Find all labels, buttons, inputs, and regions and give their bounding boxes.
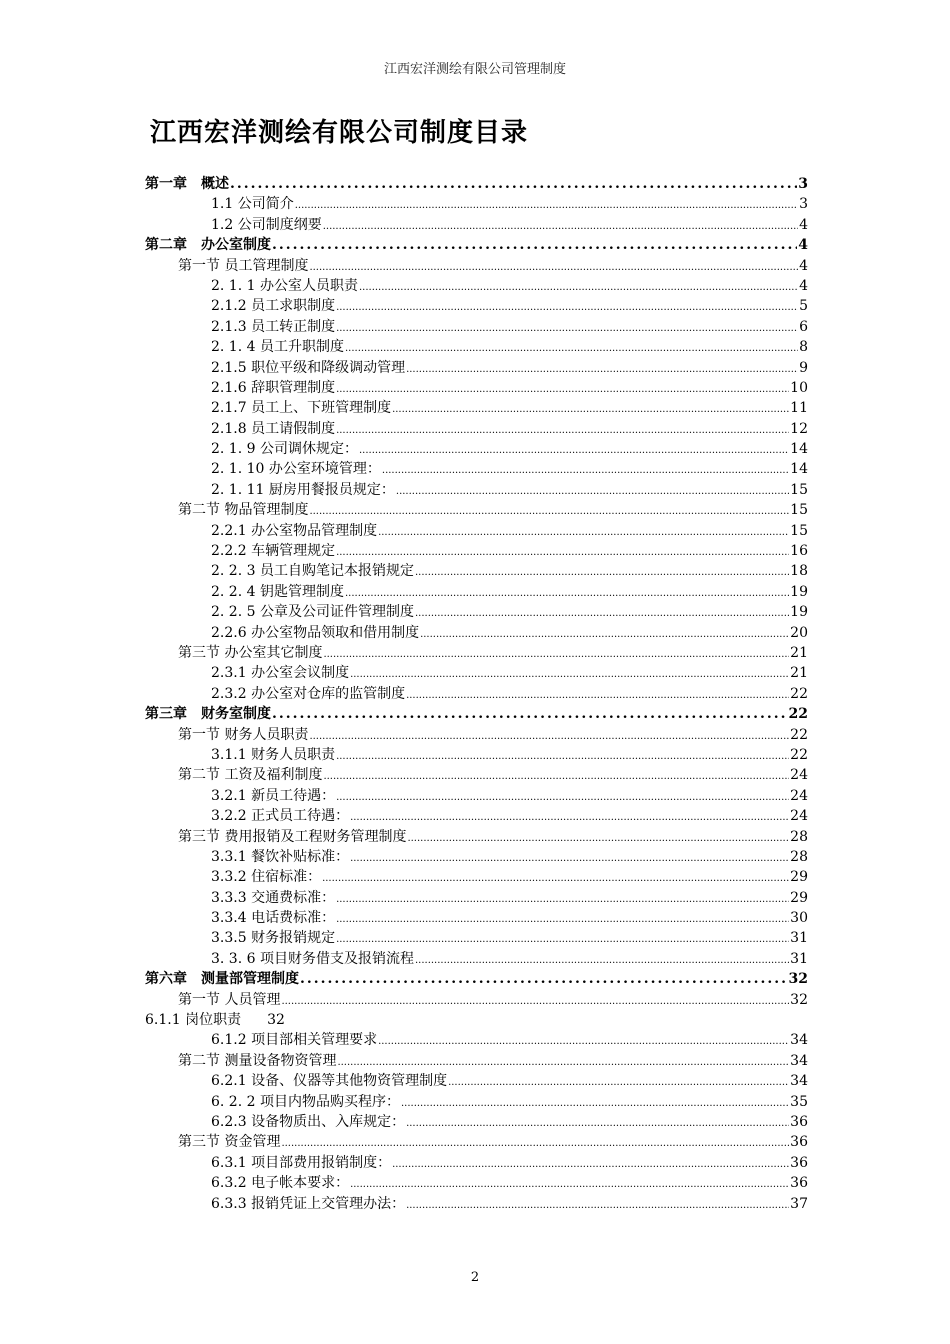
toc-entry-label: 6.1.1 岗位职责 <box>145 1012 242 1029</box>
toc-entry-page: 22 <box>788 706 808 723</box>
toc-leader-dots <box>350 663 789 685</box>
toc-entry[interactable] <box>145 1051 808 1071</box>
toc-entry-label: 6.3.1 项目部费用报销制度： <box>211 1154 392 1171</box>
toc-leader-dots <box>300 969 788 989</box>
toc-leader-dots <box>323 643 789 665</box>
toc-leader-dots <box>378 521 789 543</box>
toc-leader-dots <box>309 256 798 278</box>
toc-leader-dots <box>336 928 789 950</box>
toc-entry[interactable] <box>145 194 808 214</box>
toc-leader-dots <box>336 419 789 441</box>
toc-entry-page: 22 <box>790 685 808 702</box>
toc-leader-dots <box>281 990 789 1012</box>
toc-entry[interactable] <box>145 215 808 235</box>
toc-entry-page: 6 <box>799 318 808 335</box>
toc-entry-label: 第六章 测量部管理制度 <box>145 971 299 988</box>
toc-entry[interactable] <box>145 745 808 765</box>
toc-entry-label: 2. 1. 9 公司调休规定： <box>211 441 358 458</box>
toc-leader-dots <box>382 459 789 481</box>
page-header: 江西宏洋测绘有限公司管理制度 <box>383 62 566 77</box>
toc-entry[interactable] <box>145 1112 808 1132</box>
toc-leader-dots <box>336 786 789 808</box>
toc-entry[interactable] <box>145 459 808 479</box>
toc-leader-dots <box>323 215 798 237</box>
toc-leader-dots <box>420 623 789 645</box>
toc-entry[interactable] <box>145 358 808 378</box>
toc-entry-page: 36 <box>790 1154 808 1171</box>
toc-leader-dots <box>345 582 789 604</box>
toc-entry[interactable] <box>145 949 808 969</box>
toc-entry-label: 3.3.3 交通费标准： <box>211 889 336 906</box>
toc-entry[interactable] <box>145 663 808 683</box>
toc-entry-label: 第三节 资金管理 <box>178 1134 281 1151</box>
toc-entry[interactable] <box>145 847 808 867</box>
toc-entry-label: 第三节 办公室其它制度 <box>178 644 323 661</box>
toc-entry[interactable] <box>145 643 808 663</box>
toc-entry-page: 12 <box>790 420 808 437</box>
toc-entry-label: 第一节 人员管理 <box>178 991 281 1008</box>
toc-entry-page: 29 <box>790 869 808 886</box>
toc-leader-dots <box>406 1112 789 1134</box>
toc-entry-page: 30 <box>790 910 808 927</box>
toc-leader-dots <box>336 296 798 318</box>
toc-entry-page: 32 <box>790 991 808 1008</box>
toc-leader-dots <box>415 949 789 971</box>
toc-entry-label: 2. 2. 5 公章及公司证件管理制度 <box>211 604 414 621</box>
toc-entry-label: 3.1.1 财务人员职责 <box>211 746 336 763</box>
toc-entry-page: 3 <box>799 196 808 213</box>
toc-entry-label: 第二节 物品管理制度 <box>178 502 309 519</box>
toc-entry-label: 1.2 公司制度纲要 <box>211 216 322 233</box>
toc-leader-dots <box>309 725 789 747</box>
toc-entry-page: 29 <box>790 889 808 906</box>
toc-leader-dots <box>281 1132 789 1154</box>
toc-entry[interactable] <box>145 256 808 276</box>
toc-entry[interactable] <box>145 867 808 887</box>
toc-leader-dots <box>323 765 789 787</box>
toc-entry-page: 31 <box>790 930 808 947</box>
toc-entry-page: 24 <box>790 767 808 784</box>
toc-entry-label: 3.2.1 新员工待遇： <box>211 787 336 804</box>
toc-entry-page: 19 <box>790 604 808 621</box>
toc-leader-dots <box>406 1194 789 1216</box>
toc-entry[interactable] <box>145 704 808 724</box>
toc-entry-label: 3.3.5 财务报销规定 <box>211 930 336 947</box>
toc-entry-page: 22 <box>790 726 808 743</box>
toc-leader-dots <box>415 561 789 583</box>
toc-entry-page: 14 <box>790 441 808 458</box>
toc-entry-page: 15 <box>790 502 808 519</box>
toc-leader-dots <box>336 378 789 400</box>
toc-entry[interactable] <box>145 969 808 989</box>
toc-entry-page: 15 <box>790 522 808 539</box>
toc-leader-dots <box>350 847 789 869</box>
toc-entry-page: 34 <box>790 1032 808 1049</box>
toc-entry[interactable] <box>145 1092 808 1112</box>
toc-entry-label: 2.3.2 办公室对仓库的监管制度 <box>211 685 406 702</box>
toc-entry[interactable] <box>145 1194 808 1214</box>
toc-entry-page: 36 <box>790 1113 808 1130</box>
toc-entry[interactable] <box>145 806 808 826</box>
toc-entry-label: 2. 1. 4 员工升职制度 <box>211 339 344 356</box>
toc-entry-page: 5 <box>799 298 808 315</box>
toc-entry-label: 3. 3. 6 项目财务借支及报销流程 <box>211 950 414 967</box>
toc-leader-dots <box>309 500 789 522</box>
toc-leader-dots <box>396 480 789 502</box>
toc-entry[interactable] <box>145 337 808 357</box>
toc-entry[interactable] <box>145 500 808 520</box>
toc-entry-page: 34 <box>790 1073 808 1090</box>
toc-entry-page: 28 <box>790 848 808 865</box>
toc-entry[interactable] <box>145 174 808 194</box>
toc-entry[interactable] <box>145 398 808 418</box>
toc-leader-dots <box>322 867 789 889</box>
toc-entry[interactable] <box>145 623 808 643</box>
toc-leader-dots <box>350 806 789 828</box>
toc-entry-label: 第三章 财务室制度 <box>145 706 271 723</box>
toc-entry-label: 2.1.6 辞职管理制度 <box>211 379 336 396</box>
toc-entry[interactable] <box>145 1153 808 1173</box>
toc-leader-dots <box>336 888 789 910</box>
toc-entry-label: 6.2.3 设备物质出、入库规定： <box>211 1113 406 1130</box>
toc-leader-dots <box>345 337 798 359</box>
toc-entry[interactable] <box>145 582 808 602</box>
toc-entry[interactable] <box>145 1173 808 1193</box>
toc-leader-dots <box>392 1153 789 1175</box>
toc-entry-page: 24 <box>790 808 808 825</box>
toc-entry-page: 36 <box>790 1134 808 1151</box>
toc-entry[interactable] <box>145 1132 808 1152</box>
toc-entry-page: 9 <box>799 359 808 376</box>
toc-leader-dots <box>336 745 789 767</box>
toc-entry[interactable] <box>145 602 808 622</box>
table-of-contents <box>145 174 808 1214</box>
toc-leader-dots <box>272 235 797 255</box>
toc-leader-dots <box>415 602 789 624</box>
toc-entry-label: 2.2.1 办公室物品管理制度 <box>211 522 378 539</box>
toc-entry-label: 6.2.1 设备、仪器等其他物资管理制度 <box>211 1073 448 1090</box>
toc-entry-page: 24 <box>790 787 808 804</box>
toc-entry-label: 2.2.6 办公室物品领取和借用制度 <box>211 624 420 641</box>
toc-entry-label: 2. 1. 10 办公室环境管理： <box>211 461 381 478</box>
toc-entry[interactable] <box>145 990 808 1010</box>
toc-entry-label: 第二节 工资及福利制度 <box>178 767 323 784</box>
toc-entry-page: 32 <box>788 971 808 988</box>
toc-entry-page: 11 <box>790 400 808 417</box>
toc-entry[interactable] <box>145 928 808 948</box>
toc-entry[interactable] <box>145 725 808 745</box>
toc-leader-dots <box>378 1030 789 1052</box>
toc-leader-dots <box>336 541 789 563</box>
toc-entry-page: 31 <box>790 950 808 967</box>
toc-entry-label: 3.3.4 电话费标准： <box>211 910 336 927</box>
toc-entry-page: 20 <box>790 624 808 641</box>
toc-entry[interactable] <box>145 541 808 561</box>
toc-entry-label: 6.1.2 项目部相关管理要求 <box>211 1032 378 1049</box>
toc-leader-dots <box>295 194 798 216</box>
toc-entry-label: 第一节 员工管理制度 <box>178 257 309 274</box>
toc-entry-page: 32 <box>267 1012 285 1029</box>
toc-entry-page: 18 <box>790 563 808 580</box>
toc-entry[interactable] <box>145 786 808 806</box>
toc-entry[interactable] <box>145 1071 808 1091</box>
toc-entry-label: 第一章 概述 <box>145 176 229 192</box>
toc-entry-label: 2.1.8 员工请假制度 <box>211 420 336 437</box>
toc-entry-page: 35 <box>790 1093 808 1110</box>
toc-leader-dots <box>359 276 798 298</box>
toc-entry-page: 8 <box>799 339 808 356</box>
toc-entry-label: 1.1 公司简介 <box>211 196 294 213</box>
toc-entry-label: 2. 2. 3 员工自购笔记本报销规定 <box>211 563 414 580</box>
toc-entry-label: 2.1.7 员工上、下班管理制度 <box>211 400 392 417</box>
toc-leader-dots <box>350 1173 789 1195</box>
toc-entry[interactable] <box>145 378 808 398</box>
toc-entry[interactable] <box>145 561 808 581</box>
toc-entry-label: 6. 2. 2 项目内物品购买程序： <box>211 1093 400 1110</box>
toc-entry[interactable] <box>145 765 808 785</box>
toc-entry-page: 19 <box>790 583 808 600</box>
toc-entry-label: 2.3.1 办公室会议制度 <box>211 665 350 682</box>
toc-entry-label: 3.2.2 正式员工待遇： <box>211 808 350 825</box>
toc-entry-page: 4 <box>799 257 808 274</box>
toc-leader-dots <box>406 684 789 706</box>
toc-entry-page: 37 <box>790 1195 808 1212</box>
toc-leader-dots <box>407 827 789 849</box>
toc-entry-label: 2. 1. 11 厨房用餐报员规定： <box>211 481 395 498</box>
toc-entry-page: 21 <box>790 665 808 682</box>
toc-entry-label: 2.1.3 员工转正制度 <box>211 318 336 335</box>
toc-leader-dots <box>272 704 788 724</box>
toc-entry-label: 3.3.1 餐饮补贴标准： <box>211 848 350 865</box>
toc-entry[interactable] <box>145 908 808 928</box>
toc-entry-page: 4 <box>799 216 808 233</box>
toc-entry-label: 2.2.2 车辆管理规定 <box>211 543 336 560</box>
toc-entry[interactable] <box>145 296 808 316</box>
toc-entry-page: 4 <box>798 237 808 254</box>
toc-entry-page: 22 <box>790 746 808 763</box>
toc-entry[interactable] <box>145 1010 808 1030</box>
toc-entry-page: 28 <box>790 828 808 845</box>
toc-entry[interactable] <box>145 1030 808 1050</box>
toc-leader-dots <box>337 1051 789 1073</box>
toc-entry-label: 2. 2. 4 钥匙管理制度 <box>211 583 344 600</box>
toc-entry-page: 16 <box>790 543 808 560</box>
page-number: 2 <box>470 1270 480 1285</box>
toc-leader-dots <box>336 908 789 930</box>
toc-entry-label: 第一节 财务人员职责 <box>178 726 309 743</box>
toc-entry-label: 2.1.5 职位平级和降级调动管理 <box>211 359 406 376</box>
toc-entry-label: 第二节 测量设备物资管理 <box>178 1052 337 1069</box>
toc-entry[interactable] <box>145 480 808 500</box>
toc-entry-label: 第二章 办公室制度 <box>145 237 271 254</box>
toc-leader-dots <box>392 398 789 420</box>
toc-entry-label: 2.1.2 员工求职制度 <box>211 298 336 315</box>
toc-entry-label: 3.3.2 住宿标准： <box>211 869 322 886</box>
toc-entry-page: 21 <box>790 644 808 661</box>
toc-entry-page: 14 <box>790 461 808 478</box>
toc-entry[interactable] <box>145 419 808 439</box>
toc-leader-dots <box>406 358 798 380</box>
toc-entry[interactable] <box>145 827 808 847</box>
toc-leader-dots <box>448 1071 789 1093</box>
toc-entry-page: 4 <box>799 277 808 294</box>
toc-entry-page: 15 <box>790 481 808 498</box>
toc-entry[interactable] <box>145 888 808 908</box>
toc-entry[interactable] <box>145 684 808 704</box>
toc-entry[interactable] <box>145 521 808 541</box>
toc-entry-page: 36 <box>790 1175 808 1192</box>
toc-leader-dots <box>336 317 798 339</box>
toc-entry[interactable] <box>145 439 808 459</box>
toc-leader-dots <box>359 439 789 461</box>
toc-entry-label: 6.3.2 电子帐本要求： <box>211 1175 350 1192</box>
toc-entry-page: 34 <box>790 1052 808 1069</box>
toc-leader-dots <box>230 174 797 194</box>
toc-entry-label: 2. 1. 1 办公室人员职责 <box>211 277 358 294</box>
toc-entry[interactable] <box>145 317 808 337</box>
toc-entry-label: 第三节 费用报销及工程财务管理制度 <box>178 828 407 845</box>
toc-entry[interactable] <box>145 235 808 255</box>
toc-leader-dots <box>401 1092 789 1114</box>
toc-entry-label: 6.3.3 报销凭证上交管理办法： <box>211 1195 406 1212</box>
document-title: 江西宏洋测绘有限公司制度目录 <box>150 118 529 148</box>
toc-entry[interactable] <box>145 276 808 296</box>
toc-entry-page: 3 <box>798 176 808 192</box>
toc-entry-page: 10 <box>790 379 808 396</box>
